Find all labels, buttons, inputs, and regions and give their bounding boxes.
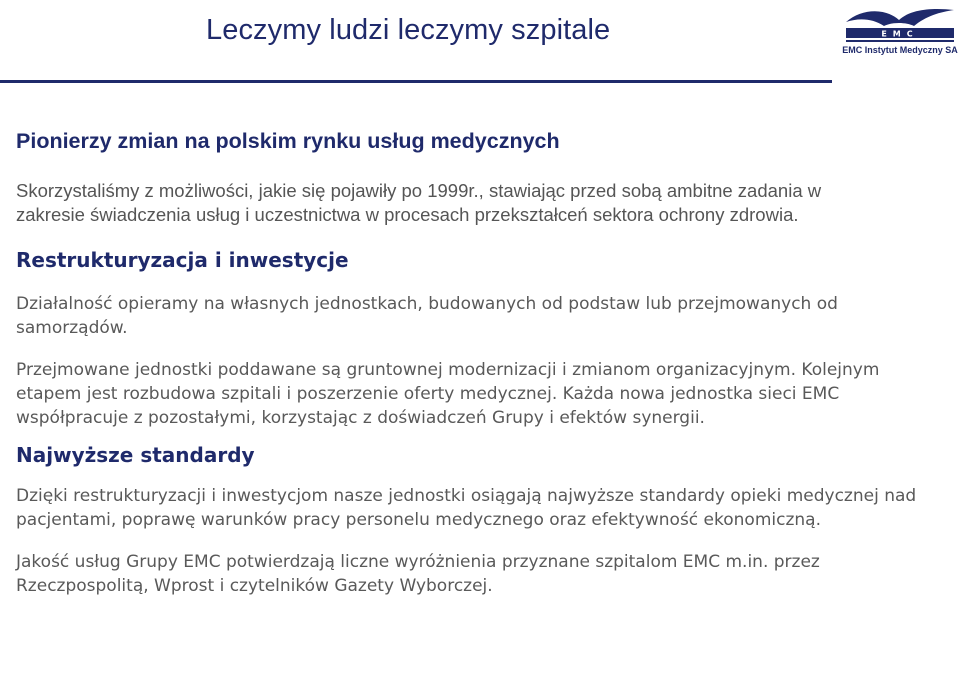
logo-brand: EMC [881, 29, 919, 39]
emc-logo [840, 2, 958, 68]
paragraph-pioneers: Skorzystaliśmy z możliwości, jakie się pojawiły po 1999r., stawiając przed sobą ambitne zadania w zakresie świadczenia usług i uczestnictwa w procesach przekształceń sektora ochrony zdrowia. [16, 180, 822, 225]
logo-caption: EMC Instytut Medyczny SA [842, 45, 958, 55]
paragraph-restructuring-1: Działalność opieramy na własnych jednostkach, budowanych od podstaw lub przejmowanych od samorządów. [16, 294, 838, 338]
heading-standards: Najwyższe standardy [16, 443, 255, 467]
heading-pioneers: Pionierzy zmian na polskim rynku usług medycznych [16, 129, 560, 153]
logo-wing-icon [846, 9, 954, 26]
logo-band-lower [846, 40, 954, 42]
paragraph-standards-2: Jakość usług Grupy EMC potwierdzają liczne wyróżnienia przyznane szpitalom EMC m.in. przez Rzeczpospolitą, Wprost i czytelników Gazety Wyborczej. [16, 552, 820, 596]
paragraph-restructuring-2: Przejmowane jednostki poddawane są gruntownej modernizacji i zmianom organizacyjnym. Kolejnym etapem jest rozbudowa szpitali i poszerzenie oferty medycznej. Każda nowa jednostka sieci EMC współpracuje z pozostałymi, korzystając z doświadczeń Grupy i efektów synergii. [16, 360, 880, 428]
slide-title: Leczymy ludzi leczymy szpitale [206, 14, 611, 46]
title-divider [0, 80, 832, 83]
slide-content [16, 128, 946, 598]
heading-restructuring: Restrukturyzacja i inwestycje [16, 248, 349, 272]
paragraph-standards-1: Dzięki restrukturyzacji i inwestycjom nasze jednostki osiągają najwyższe standardy opieki medycznej nad pacjentami, poprawę warunków pracy personelu medycznego oraz efektywność ekonomiczną. [16, 486, 917, 530]
